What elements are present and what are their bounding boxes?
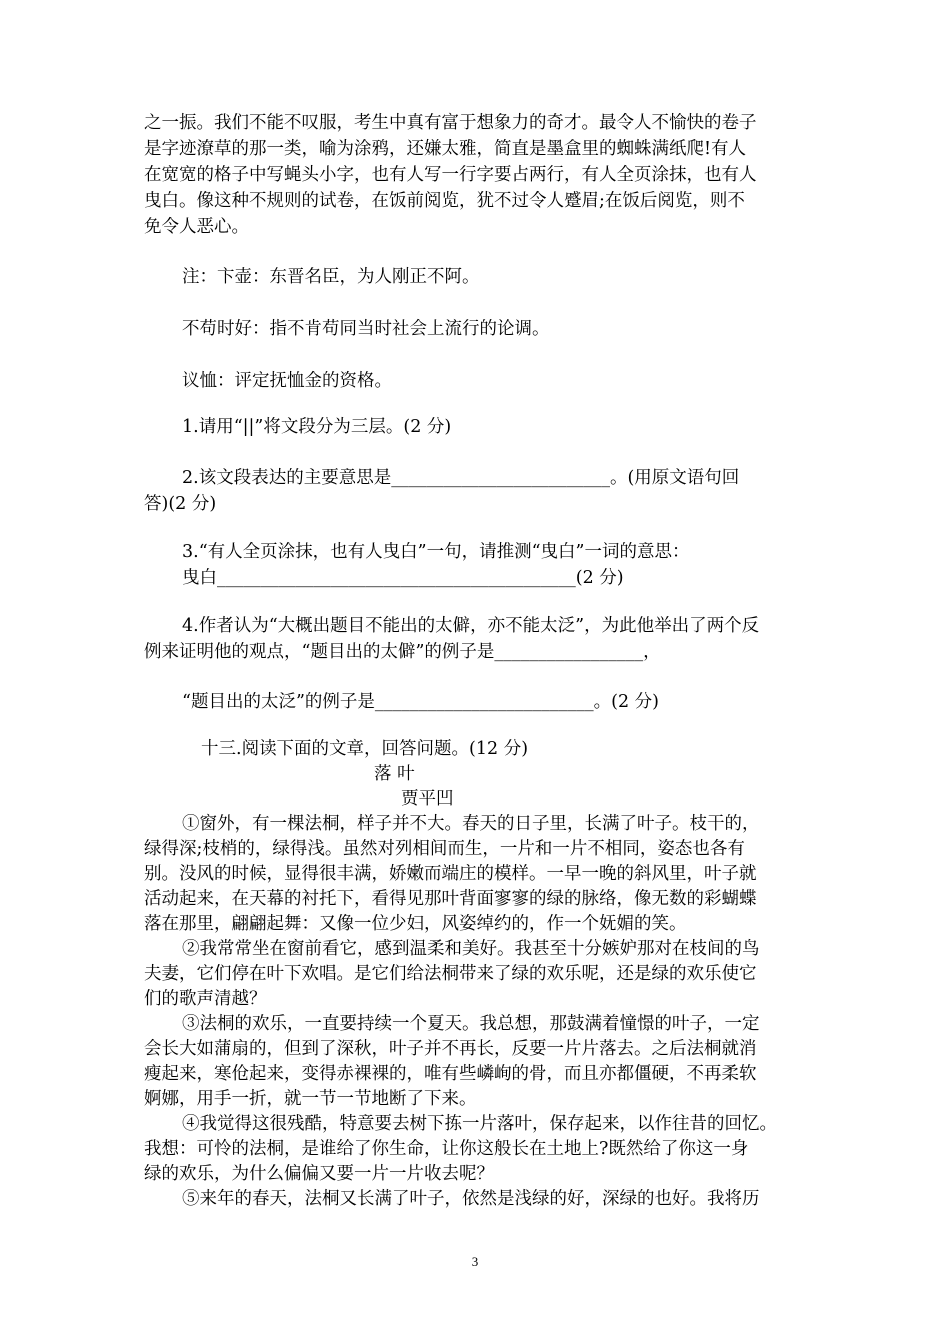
text-line: 我想：可怜的法桐，是谁给了你生命，让你这般长在土地上?既然给了你这一身 xyxy=(144,1139,749,1159)
note-bugou xyxy=(182,316,854,342)
question-text: 3.“有人全页涂抹，也有人曳白”一句，请推测“曳白”一词的意思： xyxy=(182,542,690,562)
text-line: 曳白。像这种不规则的试卷，在饭前阅览，犹不过令人蹙眉;在饭后阅览，则不 xyxy=(144,191,745,211)
note-text: 注：卞壶：东晋名臣，为人刚正不阿。 xyxy=(182,267,480,287)
essay-title: 落 叶 xyxy=(374,764,415,784)
text-line: 落在那里，翩翩起舞：又像一位少妇，风姿绰约的，作一个妩媚的笑。 xyxy=(144,914,687,934)
text-line: 婀娜，用手一折，就一节一节地断了下来。 xyxy=(144,1089,477,1109)
text-line: 之一振。我们不能不叹服，考生中真有富于想象力的奇才。最令人不愉快的卷子 xyxy=(144,113,757,133)
question-text: 4.作者认为“大概出题目不能出的太僻，亦不能太泛”，为此他举出了两个反 xyxy=(182,616,760,636)
text-line: ②我常常坐在窗前看它，感到温柔和美好。我甚至十分嫉妒那对在枝间的鸟 xyxy=(182,939,760,959)
text-line: ①窗外，有一棵法桐，样子并不大。春天的日子里，长满了叶子。枝干的， xyxy=(182,814,760,834)
question-text: 例来证明他的观点，“题目出的太僻”的例子是_________________， xyxy=(144,642,661,662)
question-text: 答)(2 分) xyxy=(144,494,217,514)
question-3 xyxy=(144,539,816,591)
question-text: “题目出的太泛”的例子是_________________________。(2 分) xyxy=(182,692,659,712)
intro-paragraph xyxy=(144,110,816,240)
text-line: ④我觉得这很残酷，特意要去树下拣一片落叶，保存起来，以作往昔的回忆。 xyxy=(182,1114,777,1134)
question-4 xyxy=(144,613,816,665)
question-text: 曳白_________________________________________(2 分) xyxy=(182,568,624,588)
text-line: 免令人恶心。 xyxy=(144,217,249,237)
text-line: ⑤来年的春天，法桐又长满了叶子，依然是浅绿的好，深绿的也好。我将历 xyxy=(182,1189,760,1209)
text-line: 别。没风的时候，显得很丰满，娇嫩而端庄的模样。一早一晚的斜风里，叶子就 xyxy=(144,864,757,884)
text-line: ③法桐的欢乐，一直要持续一个夏天。我总想，那鼓满着憧憬的叶子，一定 xyxy=(182,1014,760,1034)
text-line: 活动起来，在天幕的衬托下，看得见那叶背面寥寥的绿的脉络，像无数的彩蝴蝶 xyxy=(144,889,757,909)
question-text: 1.请用“||”将文段分为三层。(2 分) xyxy=(182,417,452,437)
essay-body xyxy=(144,812,816,1212)
note-text: 不苟时好：指不肯苟同当时社会上流行的论调。 xyxy=(182,319,550,339)
question-4-continued xyxy=(182,689,854,715)
text-line: 绿的欢乐，为什么偏偏又要一片一片收去呢？ xyxy=(144,1164,494,1184)
note-yixu xyxy=(182,368,854,394)
question-2 xyxy=(144,465,816,517)
essay-author: 贾平凹 xyxy=(401,789,454,809)
text-line: 是字迹潦草的那一类，喻为涂鸦，还嫌太雅，简直是墨盒里的蜘蛛满纸爬!有人 xyxy=(144,139,747,159)
text-line: 夫妻，它们停在叶下欢唱。是它们给法桐带来了绿的欢乐呢，还是绿的欢乐使它 xyxy=(144,964,757,984)
question-1 xyxy=(182,414,854,440)
note-bianhu xyxy=(182,264,854,290)
text-line: 会长大如蒲扇的，但到了深秋，叶子并不再长，反要一片片落去。之后法桐就消 xyxy=(144,1039,757,1059)
page-number: 3 xyxy=(471,1254,479,1269)
text-line: 在宽宽的格子中写蝇头小字，也有人写一行字要占两行，有人全页涂抹，也有人 xyxy=(144,165,757,185)
question-text: 2.该文段表达的主要意思是_________________________。(用原文语句回 xyxy=(182,468,740,488)
text-line: 们的歌声清越？ xyxy=(144,989,267,1009)
note-text: 议恤：评定抚恤金的资格。 xyxy=(182,371,392,391)
text-line: 瘦起来，寒伧起来，变得赤裸裸的，唯有些嶙峋的骨，而且亦都僵硬，不再柔软 xyxy=(144,1064,757,1084)
section-heading: 十三.阅读下面的文章，回答问题。(12 分) xyxy=(201,739,529,759)
text-line: 绿得深;枝梢的，绿得浅。虽然对列相间而生，一片和一片不相同，姿态也各有 xyxy=(144,839,745,859)
